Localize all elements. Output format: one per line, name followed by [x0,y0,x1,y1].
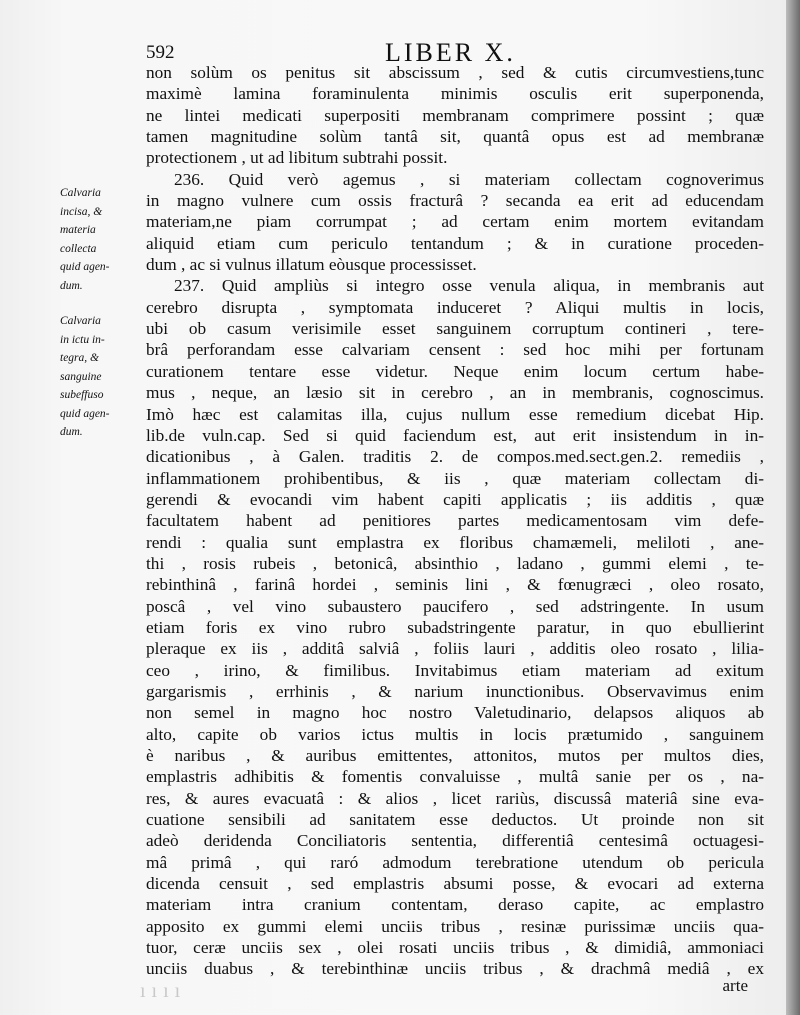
bleed-through-text: ıııı [140,980,187,1002]
text-line: è naribus , & auribus emittentes, attonitos, mutos per multos dies, [146,746,764,765]
margin-note [60,312,144,442]
text-line: tamen magnitudine solùm tantâ sit, quantâ opus est ad membranæ [146,127,764,147]
text-line: mus , neque, an læsio sit in cerebro , an in membranis, cognoscimus. [146,383,764,403]
text-line: gerendi & evocandi vim habent capiti applicatis ; iis additis , quæ [146,489,764,509]
margin-notes [60,184,144,462]
text-line: ne lintei medicati superpositi membranam comprimere possint ; quæ [146,105,764,125]
margin-note [60,184,144,295]
text-line: materiam,ne piam corrumpat ; ad certam enim mortem evitandam [146,212,764,232]
text-line: in magno vulnere cum ossis fracturâ ? secanda ea erit ad educendam [146,191,764,211]
page-number: 592 [146,42,175,63]
paragraph-start-236: 236. Quid verò agemus , si materiam collectam cognoverimus [174,169,764,189]
margin-note-line: quid agen- [60,261,110,273]
text-line: rebinthinâ , farinâ hordei , seminis lini , & fœnugræci , oleo rosato, [146,575,764,595]
margin-note-line: in ictu in- [60,333,105,346]
paragraph-start-237: 237. Quid ampliùs si integro osse venula aliqua, in membranis aut [174,276,764,296]
body-text [146,62,764,980]
margin-note-line: dum. [60,426,83,438]
margin-note-line: collecta [60,242,97,255]
text-line: cerebro disrupta , symptomata induceret ? Aliqui multis in locis, [146,297,764,317]
text-line: maximè lamina foraminulenta minimis osculis erit superponenda, [146,84,764,104]
text-line: unciis duabus , & terebinthinæ unciis tribus , & drachmâ mediâ , ex [146,959,764,979]
text-line: lib.de vuln.cap. Sed si quid faciendum est, aut erit insistendum in in- [146,425,764,445]
text-line: apposito ex gummi elemi unciis tribus , resinæ purissimæ unciis qua- [146,916,764,936]
text-line: dum , ac si vulnus illatum eòusque processisset. [146,255,477,275]
text-line: protectionem , ut ad libitum subtrahi possit. [146,148,448,168]
margin-note-line: quid agen- [60,407,110,420]
text-line: res, & aures evacuatâ : & alios , licet rariùs, discussâ materiâ sine eva- [146,788,764,808]
text-line: dicenda censuit , sed emplastris absumi posse, & evocari ad externa [146,874,764,894]
margin-note-line: sanguine [60,370,102,383]
text-line: rendi : qualia sunt emplastra ex floribus chamæmeli, meliloti , ane- [146,532,764,552]
text-line: non semel in magno hoc nostro Valetudinario, delapsos aliquos ab [146,703,764,723]
text-line: materiam intra cranium contentam, deraso capite, ac emplastro [146,895,764,915]
margin-note-line: dum. [60,279,83,292]
margin-note-line: incisa, & [60,205,103,218]
margin-note-line: materia [60,224,96,236]
text-line: pleraque ex iis , additâ salviâ , foliis lauri , additis oleo rosato , lilia- [146,639,764,659]
running-title: LIBER X. [385,38,516,67]
text-line: tuor, ceræ unciis sex , olei rosati unciis tribus , & dimidiâ, ammoniaci [146,938,764,958]
text-line: gargarismis , errhinis , & narium inunctionibus. Observavimus enim [146,681,764,701]
margin-note-line: Calvaria [60,315,101,327]
text-line: non solùm os penitus sit abscissum , sed & cutis circumvestiens,tunc [146,63,764,82]
text-line: dicationibus , à Galen. traditis 2. de compos.med.sect.gen.2. remediis , [146,447,764,467]
text-line: aliquid etiam cum periculo tentandum ; & in curatione proceden- [146,233,764,253]
text-line: emplastris adhibitis & fomentis convaluisse , multâ sanie per os , na- [146,767,764,787]
page-edge-shadow [786,0,800,1015]
text-line: brâ perforandam esse calvariam censent : sed hoc mihi per fortunam [146,340,764,360]
text-line: ceo , irino, & fimilibus. Invitabimus etiam materiam ad exitum [146,660,764,680]
text-line: mâ primâ , qui raró admodum terebratione utendum ob pericula [146,852,764,872]
text-line: curationem tentare esse videtur. Neque enim locum certum habe- [146,361,764,381]
text-line: alto, capite ob varios ictus multis in locis prætumido , sanguinem [146,724,764,744]
text-line: ubi ob casum verisimile esset sanguinem corruptum contineri , tere- [146,319,764,339]
margin-note-line: subeffuso [60,389,104,401]
catchword: arte [722,976,748,995]
text-line: thi , rosis rubeis , betonicâ, absinthio , ladano , gummi elemi , te- [146,553,764,573]
margin-note-line: Calvaria [60,187,101,199]
text-line: cuatione sensibili ad sanitatem esse deductos. Ut proinde non sit [146,810,764,830]
text-line: poscâ , vel vino subaustero paucifero , sed adstringente. In usum [146,596,764,616]
margin-note-line: tegra, & [60,352,99,364]
text-line: Imò hæc est calamitas illa, cujus nullum esse remedium dicebat Hip. [146,404,764,424]
text-line: inflammationem prohibentibus, & iis , quæ materiam collectam di- [146,468,764,488]
text-line: adeò deridenda Conciliatoris sententia, differentiâ centesimâ octuagesi- [146,831,764,851]
text-line: etiam foris ex vino rubro subadstringente paratur, in quo ebullierint [146,617,764,637]
text-line: facultatem habent ad penitiores partes medicamentosam vim defe- [146,511,764,531]
